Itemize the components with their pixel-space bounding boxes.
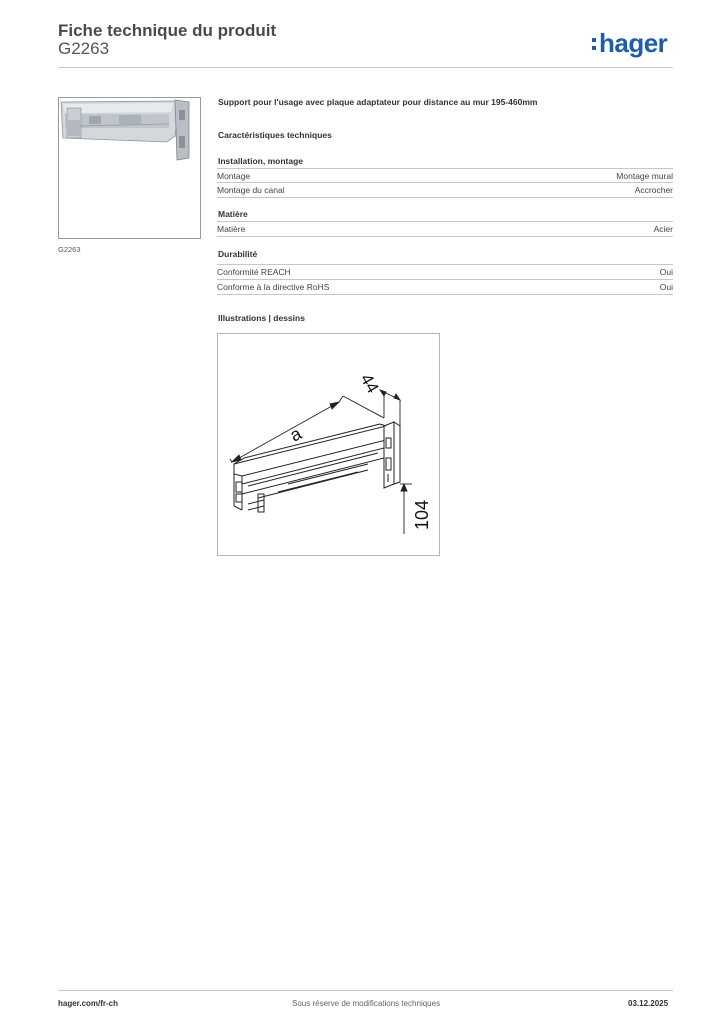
- logo-text: hager: [599, 28, 668, 58]
- spec-value: Montage mural: [616, 171, 673, 181]
- product-photo: [58, 97, 201, 239]
- dim-label-104: 104: [412, 499, 432, 530]
- spec-value: Acier: [653, 224, 673, 234]
- group-title-durabilite: Durabilité: [218, 249, 258, 259]
- bracket-photo-illustration: [59, 98, 200, 238]
- spec-label: Conforme à la directive RoHS: [217, 282, 330, 292]
- product-code: G2263: [58, 39, 110, 58]
- spec-value: Oui: [659, 267, 673, 277]
- technical-drawing: [217, 333, 440, 556]
- spec-label: Montage: [217, 171, 251, 181]
- page-title: Fiche technique du produit: [58, 21, 277, 40]
- spec-label: Matière: [217, 224, 246, 234]
- hager-logo: [592, 28, 667, 59]
- header-divider: [58, 67, 673, 68]
- spec-row: [217, 279, 673, 293]
- dim-label-44: 44: [356, 370, 383, 397]
- spec-row: [217, 264, 673, 278]
- row-divider: [217, 294, 673, 295]
- group-title-installation: Installation, montage: [218, 156, 304, 166]
- footer-divider: [58, 990, 673, 991]
- product-description: Support pour l'usage avec plaque adaptateur pour distance au mur 195-460mm: [218, 97, 538, 107]
- photo-caption: G2263: [58, 245, 81, 254]
- row-divider: [217, 197, 673, 198]
- dim-label-a: a: [286, 423, 305, 446]
- spec-row: [217, 168, 673, 182]
- row-divider: [217, 236, 673, 237]
- illustrations-heading: Illustrations | dessins: [218, 313, 305, 323]
- spec-value: Accrocher: [634, 185, 673, 195]
- group-title-matiere: Matière: [218, 209, 248, 219]
- logo-colon-mark: [592, 35, 597, 51]
- spec-row: [217, 221, 673, 235]
- footer-notice: Sous réserve de modifications techniques: [292, 999, 441, 1008]
- spec-value: Oui: [659, 282, 673, 292]
- spec-row: [217, 182, 673, 196]
- dimension-drawing: [218, 334, 439, 555]
- spec-label: Conformité REACH: [217, 267, 291, 277]
- specs-heading: Caractéristiques techniques: [218, 130, 332, 140]
- footer-website-link[interactable]: hager.com/fr-ch: [58, 999, 119, 1008]
- spec-label: Montage du canal: [217, 185, 285, 195]
- footer-date: 03.12.2025: [628, 999, 669, 1008]
